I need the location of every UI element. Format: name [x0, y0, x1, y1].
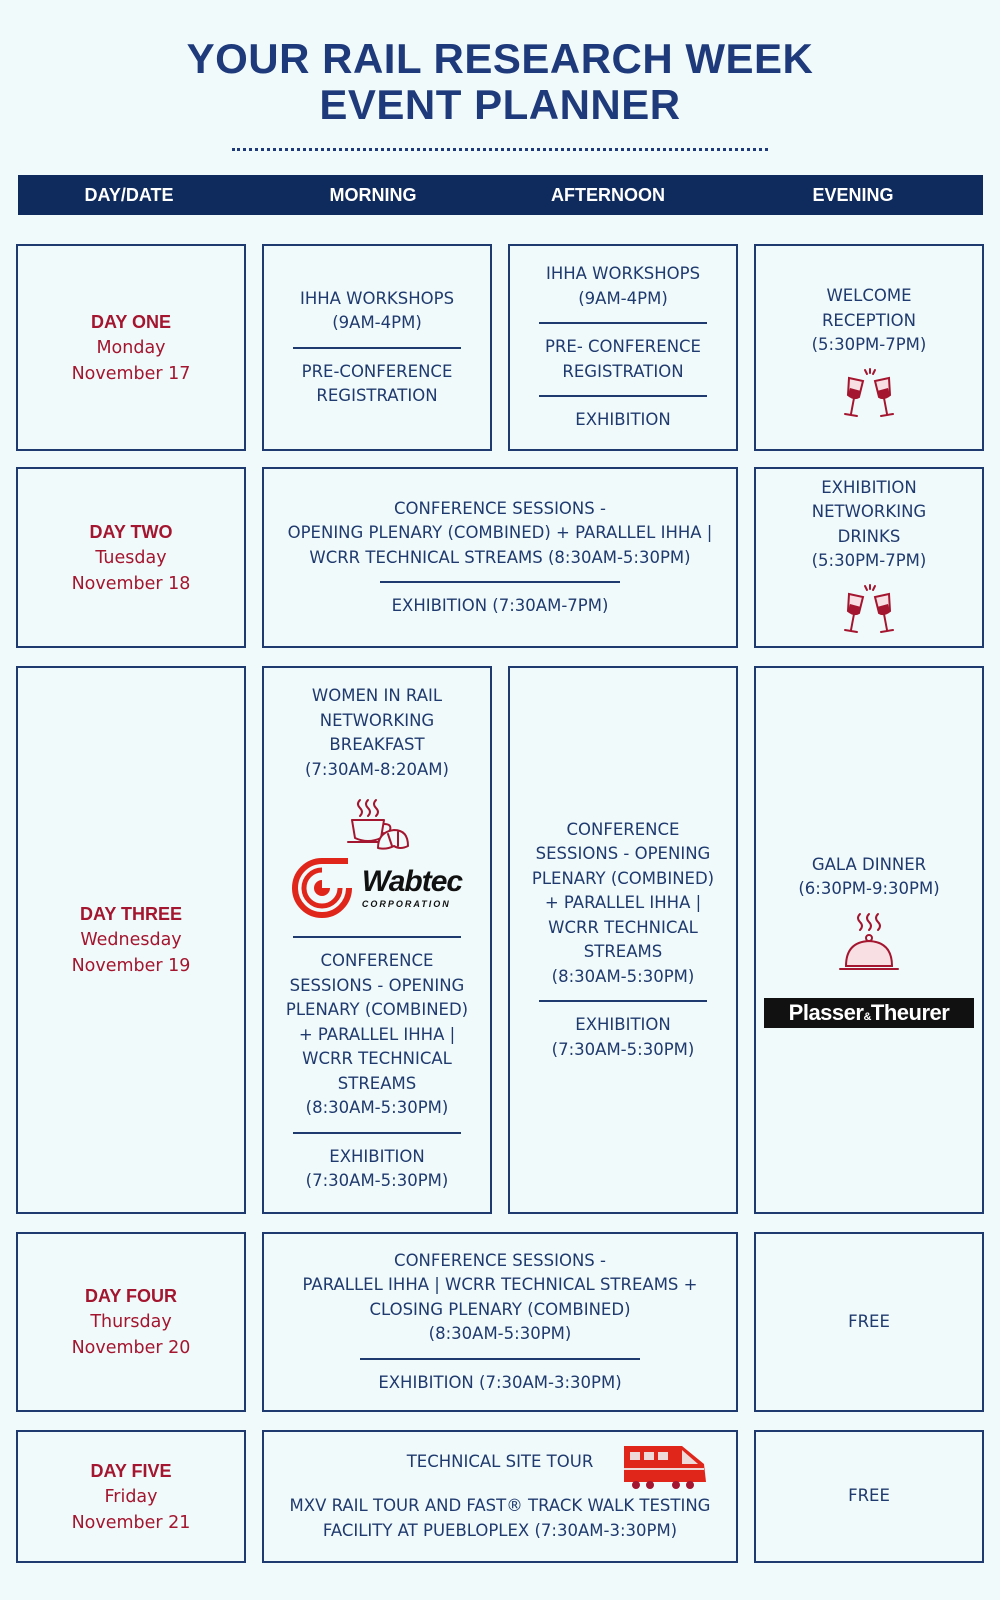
event-text: CONFERENCE SESSIONS - OPENING PLENARY (COMBINED) + PARALLEL IHHA | WCRR TECHNICAL STREAMS (8:30AM-5:30PM)	[531, 819, 715, 986]
day-one-afternoon-cell	[508, 244, 738, 451]
plasser-theurer-logo	[764, 998, 974, 1028]
separator	[539, 395, 707, 397]
weekday: Monday	[96, 337, 166, 358]
day-four-main-cell	[262, 1232, 738, 1412]
plasser-amp: &	[863, 1010, 871, 1023]
date: November 17	[71, 363, 191, 384]
locomotive-icon	[620, 1438, 710, 1490]
event-text: EXHIBITION (7:30AM-3:30PM)	[378, 1372, 622, 1392]
day-one-evening-cell	[754, 244, 984, 451]
weekday: Friday	[104, 1486, 158, 1507]
dotted-divider	[232, 148, 768, 151]
wine-glasses-icon	[839, 584, 899, 640]
separator	[293, 1132, 461, 1134]
day-two-main-cell	[262, 467, 738, 648]
day-label: DAY FIVE	[90, 1460, 172, 1481]
separator	[293, 347, 461, 349]
wabtec-emblem	[292, 858, 356, 918]
day-one-date-cell	[16, 244, 246, 451]
wabtec-name: Wabtec	[361, 865, 463, 898]
separator	[380, 581, 620, 583]
event-text: FREE	[848, 1311, 890, 1331]
day-three-morning-cell	[262, 666, 492, 1214]
date: November 19	[71, 956, 191, 976]
table-header	[18, 175, 983, 215]
separator	[293, 936, 461, 938]
event-text: IHHA WORKSHOPS (9AM-4PM)	[545, 264, 701, 308]
event-text: PRE- CONFERENCE REGISTRATION	[545, 337, 701, 381]
separator	[539, 1000, 707, 1002]
day-two-evening-cell	[754, 467, 984, 648]
event-text: WELCOME RECEPTION (5:30PM-7PM)	[811, 286, 927, 354]
day-one-morning-cell	[262, 244, 492, 451]
weekday: Thursday	[90, 1312, 172, 1332]
header-afternoon: AFTERNOON	[551, 185, 665, 205]
date: November 20	[71, 1338, 191, 1358]
date: November 18	[71, 573, 191, 594]
header-morning: MORNING	[329, 185, 417, 205]
date: November 21	[71, 1512, 191, 1533]
day-three-evening-cell	[754, 666, 984, 1214]
separator	[360, 1358, 640, 1360]
weekday: Wednesday	[80, 930, 182, 950]
wabtec-sub: CORPORATION	[361, 899, 451, 909]
event-text: EXHIBITION (7:30AM-5:30PM)	[305, 1146, 449, 1190]
coffee-croissant-icon	[342, 796, 412, 852]
header-day-date: DAY/DATE	[84, 185, 174, 205]
event-text: WOMEN IN RAIL NETWORKING BREAKFAST (7:30AM-8:20AM)	[305, 686, 449, 779]
day-two-date-cell	[16, 467, 246, 648]
wine-glasses-icon	[839, 368, 899, 424]
day-five-date-cell	[16, 1430, 246, 1563]
event-text: CONFERENCE SESSIONS - PARALLEL IHHA | WCRR TECHNICAL STREAMS + CLOSING PLENARY (COMBINED) (8:30AM-5:30PM)	[302, 1250, 698, 1344]
day-five-main-cell	[262, 1430, 738, 1563]
event-text: MXV RAIL TOUR AND FAST® TRACK WALK TESTING FACILITY AT PUEBLOPLEX (7:30AM-3:30PM)	[289, 1496, 711, 1540]
day-four-evening-cell	[754, 1232, 984, 1412]
day-five-evening-cell	[754, 1430, 984, 1563]
event-text: FREE	[848, 1486, 890, 1506]
weekday: Tuesday	[95, 547, 167, 568]
event-text: CONFERENCE SESSIONS - OPENING PLENARY (COMBINED) + PARALLEL IHHA | WCRR TECHNICAL STREAMS (8:30AM-5:30PM)	[287, 498, 713, 567]
separator	[539, 322, 707, 324]
event-text: EXHIBITION NETWORKING DRINKS (5:30PM-7PM)	[811, 477, 927, 570]
event-text: EXHIBITION (7:30AM-5:30PM)	[551, 1015, 695, 1059]
day-four-date-cell	[16, 1232, 246, 1412]
day-three-date-cell	[16, 666, 246, 1214]
event-text: EXHIBITION (7:30AM-7PM)	[391, 596, 609, 615]
header-evening: EVENING	[812, 185, 894, 205]
day-label: DAY ONE	[90, 311, 172, 332]
day-three-afternoon-cell	[508, 666, 738, 1214]
day-label: DAY TWO	[89, 521, 173, 542]
event-title: TECHNICAL SITE TOUR	[406, 1451, 594, 1471]
day-label: DAY FOUR	[84, 1286, 178, 1306]
event-text: CONFERENCE SESSIONS - OPENING PLENARY (COMBINED) + PARALLEL IHHA | WCRR TECHNICAL STREAMS (8:30AM-5:30PM)	[285, 951, 469, 1117]
theurer-name: Theurer	[870, 999, 950, 1025]
event-text: EXHIBITION	[575, 410, 671, 430]
event-text: GALA DINNER (6:30PM-9:30PM)	[798, 854, 940, 898]
event-text: IHHA WORKSHOPS (9AM-4PM)	[299, 288, 455, 332]
plasser-name: Plasser	[788, 999, 864, 1025]
cloche-icon	[834, 912, 904, 976]
day-label: DAY THREE	[79, 904, 183, 924]
event-text: PRE-CONFERENCE REGISTRATION	[301, 361, 453, 405]
page-title: YOUR RAIL RESEARCH WEEK EVENT PLANNER	[186, 35, 814, 128]
wabtec-logo	[292, 858, 462, 918]
